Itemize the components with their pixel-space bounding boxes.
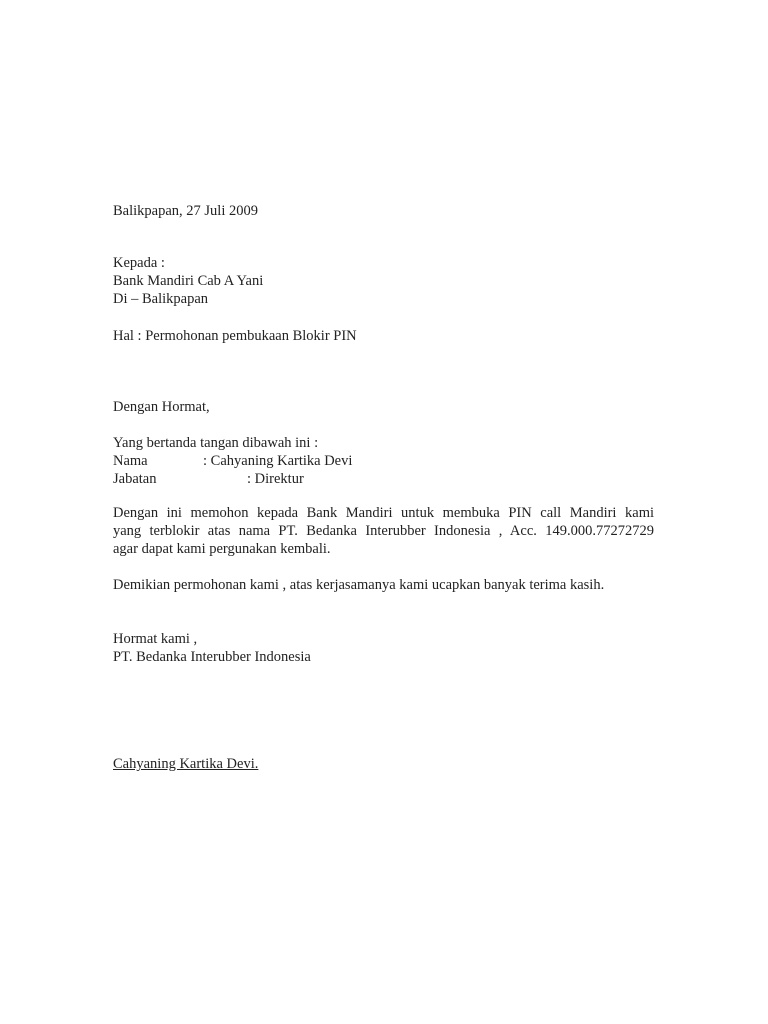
field-row-nama [113,452,352,470]
recipient-name: Bank Mandiri Cab A Yani [113,273,264,289]
recipient-label: Kepada : [113,255,165,271]
greeting: Dengan Hormat, [113,399,210,415]
field-label-nama: Nama [113,453,148,469]
closing-paragraph: Demikian permohonan kami , atas kerjasamanya kami ucapkan banyak terima kasih. [113,577,605,593]
intro-line: Yang bertanda tangan dibawah ini : [113,435,319,451]
place-date: Balikpapan, 27 Juli 2009 [113,203,258,219]
field-label-jabatan: Jabatan [113,471,157,487]
field-value-nama: : Cahyaning Kartika Devi [203,453,353,469]
signatory-name: Cahyaning Kartika Devi. [113,756,259,772]
field-row-jabatan [113,470,304,488]
field-value-jabatan: : Direktur [247,471,304,487]
body-line-3: agar dapat kami pergunakan kembali. [113,541,331,557]
company-name: PT. Bedanka Interubber Indonesia [113,649,311,665]
recipient-location: Di – Balikpapan [113,291,209,307]
body-line-1: Dengan ini memohon kepada Bank Mandiri untuk membuka PIN call Mandiri kami [113,505,654,521]
body-line-2: yang terblokir atas nama PT. Bedanka Interubber Indonesia , Acc. 149.000.77272729 [113,523,654,539]
subject-line: Hal : Permohonan pembukaan Blokir PIN [113,328,357,344]
closing-salutation: Hormat kami , [113,631,198,647]
